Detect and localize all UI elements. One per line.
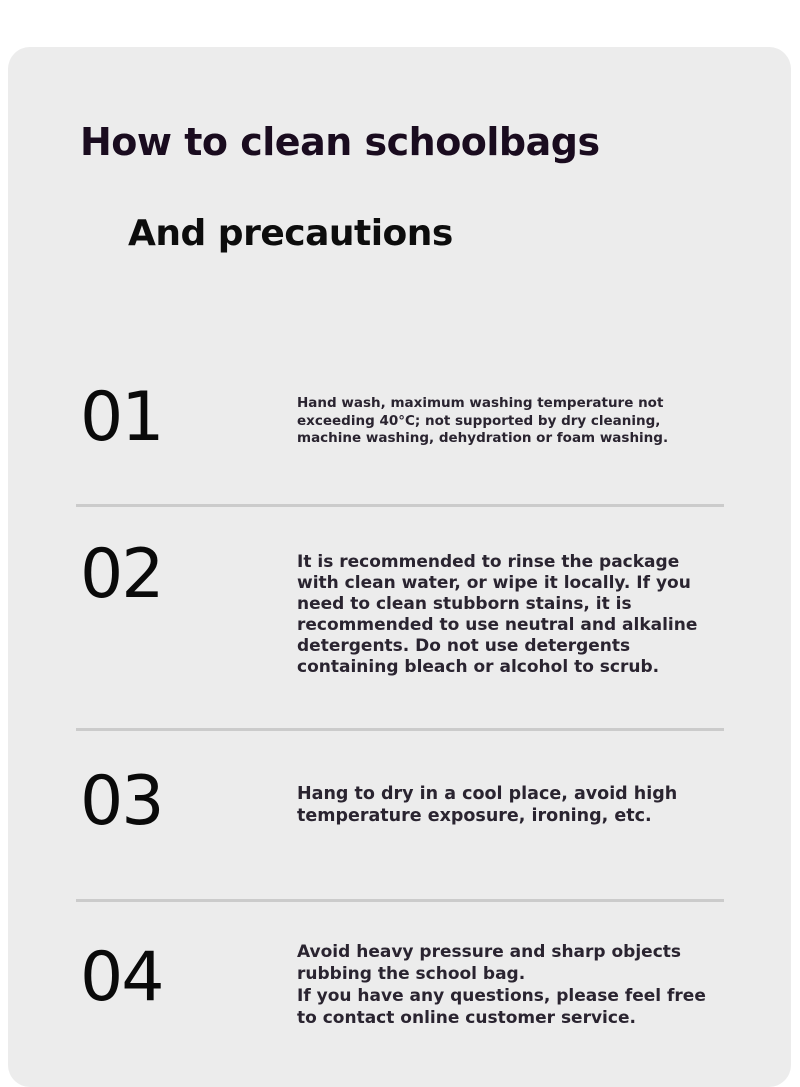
step-number-02: 02 [80, 535, 163, 614]
step-text-01: Hand wash, maximum washing temperature not exceeding 40°C; not supported by dry cleaning, machine washing, dehydration or foam washing. [297, 395, 669, 446]
divider [76, 504, 724, 507]
step-number-04: 04 [80, 938, 163, 1017]
step-number-01: 01 [80, 378, 163, 457]
page-title: How to clean schoolbags [80, 120, 600, 164]
step-text-03: Hang to dry in a cool place, avoid high temperature exposure, ironing, etc. [297, 784, 678, 826]
page-subtitle: And precautions [128, 213, 453, 254]
divider [76, 728, 724, 731]
step-number-03: 03 [80, 762, 163, 841]
divider [76, 899, 724, 902]
step-text-02: It is recommended to rinse the package with clean water, or wipe it locally. If you need to clean stubborn stains, it is recommended to use neutral and alkaline detergents. Do not use detergents containing bleach or alcohol to scrub. [297, 552, 698, 677]
step-text-04-line2: If you have any questions, please feel free to contact online customer service. [297, 986, 706, 1028]
step-text-04 [297, 941, 717, 1029]
step-text-04-line1: Avoid heavy pressure and sharp objects rubbing the school bag. [297, 942, 682, 984]
